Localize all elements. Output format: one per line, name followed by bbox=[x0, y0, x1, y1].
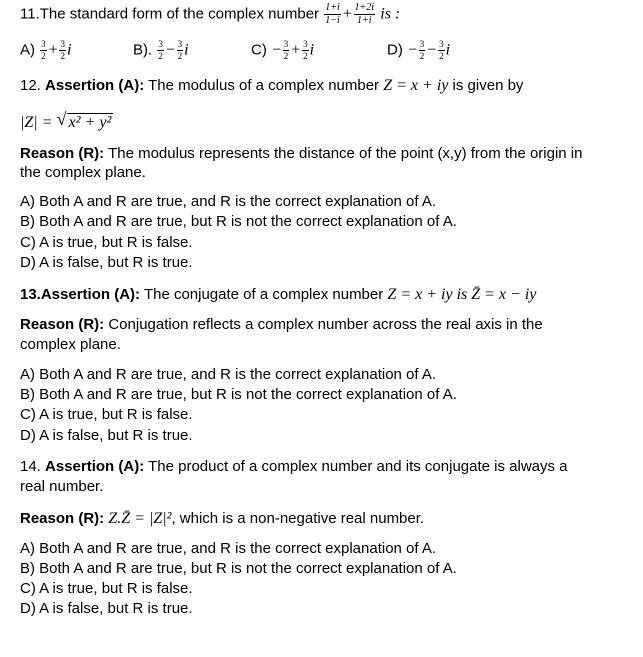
q11-suffix: is : bbox=[380, 5, 401, 23]
q12-reason-label: Reason (R): bbox=[20, 145, 105, 162]
q11-stem bbox=[20, 3, 400, 26]
q12-assertion-math: Z = x + iy bbox=[383, 77, 449, 94]
q12-option-a: A) Both A and R are true, and R is the correct explanation of A. bbox=[20, 193, 437, 210]
q12-option-d: D) A is false, but R is true. bbox=[20, 254, 193, 271]
q13-assertion: 13.Assertion (A): The conjugate of a complex number Z = x + iy is Z̄ = x − iy bbox=[20, 286, 537, 303]
q13-assertion-label: 13.Assertion (A): bbox=[20, 286, 141, 303]
q14-option-c: C) A is true, but R is false. bbox=[20, 580, 193, 597]
q14-reason: Reason (R): Z.Z̄ = |Z|², which is a non-negative real number. bbox=[20, 510, 425, 527]
q13-reason-label: Reason (R): bbox=[20, 316, 105, 333]
q14-reason-math: Z.Z̄ = |Z|² bbox=[108, 510, 172, 527]
q11-option-b: B). $\frac{3}{2}$ − $\frac{3}{2}$ i bbox=[133, 39, 189, 61]
q11-fraction-1: $\frac{1+i}{1-i}$ bbox=[325, 2, 340, 26]
q11-prefix: 11.The standard form of the complex number bbox=[20, 5, 320, 23]
q13-assertion-math: Z = x + iy is Z̄ = x − iy bbox=[387, 286, 537, 303]
q12-formula: |Z| = √ x² + y² bbox=[20, 109, 112, 131]
q12-option-c: C) A is true, but R is false. bbox=[20, 234, 193, 251]
q11-option-a: A) $\frac{3}{2}$ + $\frac{3}{2}$ i bbox=[20, 39, 72, 61]
q11-plus: + bbox=[341, 5, 353, 23]
q14-assertion-label: Assertion (A): bbox=[45, 458, 145, 475]
q11-option-c: C) − $\frac{3}{2}$ + $\frac{3}{2}$ i bbox=[251, 39, 315, 61]
q14-assertion: 14. Assertion (A): The product of a complex number and its conjugate is always a bbox=[20, 458, 568, 475]
q14-option-b: B) Both A and R are true, but R is not the correct explanation of A. bbox=[20, 560, 457, 577]
q14-option-a: A) Both A and R are true, and R is the correct explanation of A. bbox=[20, 540, 437, 557]
q12-reason: Reason (R): The modulus represents the distance of the point (x,y) from the origin in bbox=[20, 145, 583, 162]
q13-reason: Reason (R): Conjugation reflects a complex number across the real axis in the bbox=[20, 316, 543, 333]
q13-option-d: D) A is false, but R is true. bbox=[20, 427, 193, 444]
q11-fraction-2: $\frac{1+2i}{1+i}$ bbox=[354, 2, 375, 26]
q14-option-d: D) A is false, but R is true. bbox=[20, 600, 193, 617]
q12-assertion-label: Assertion (A): bbox=[45, 77, 145, 94]
q13-option-a: A) Both A and R are true, and R is the correct explanation of A. bbox=[20, 366, 437, 383]
q13-reason-line2: complex plane. bbox=[20, 336, 121, 353]
q14-reason-label: Reason (R): bbox=[20, 510, 105, 527]
q12-option-b: B) Both A and R are true, but R is not the correct explanation of A. bbox=[20, 213, 457, 230]
q13-option-c: C) A is true, but R is false. bbox=[20, 406, 193, 423]
q14-assertion-line2: real number. bbox=[20, 478, 104, 495]
q11-option-d: D) − $\frac{3}{2}$ − $\frac{3}{2}$ i bbox=[387, 39, 451, 61]
q13-option-b: B) Both A and R are true, but R is not the correct explanation of A. bbox=[20, 386, 457, 403]
q12-assertion: 12. Assertion (A): The modulus of a complex number Z = x + iy is given by bbox=[20, 77, 524, 94]
q12-reason-line2: the complex plane. bbox=[20, 164, 146, 181]
